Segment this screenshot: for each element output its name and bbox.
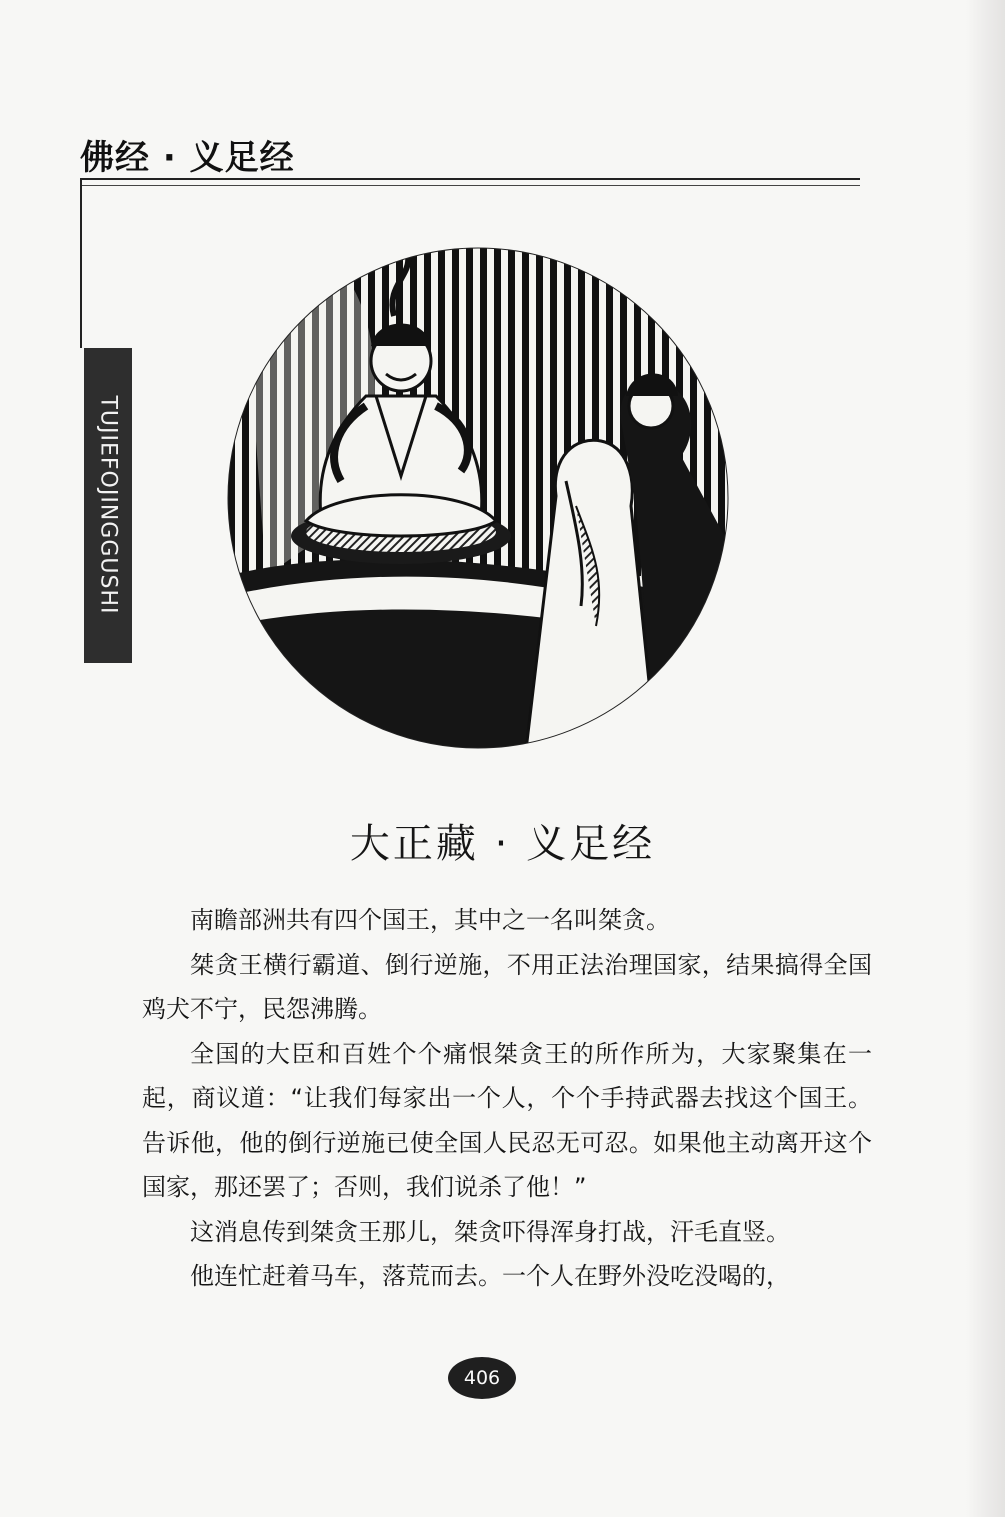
paragraph: 他连忙赶着马车，落荒而去。一个人在野外没吃没喝的， [190, 1262, 790, 1290]
paragraph: 桀贪王横行霸道、倒行逆施，不用正法治理国家，结果搞得全国鸡犬不宁，民怨沸腾。 [142, 950, 872, 1023]
running-header-title: 佛经 · 义足经 [80, 138, 295, 178]
paragraph: 全国的大臣和百姓个个痛恨桀贪王的所作所为，大家聚集在一起，商议道：“让我们每家出一个人，个个手持武器去找这个国王。告诉他，他的倒行逆施已使全国人民忍无可忍。如果他主动离开这个国家，那还罢了；否则，我们说杀了他！” [142, 1039, 872, 1201]
woodcut-illustration [226, 246, 730, 750]
page-number: 406 [448, 1357, 516, 1399]
header-rule-vertical [80, 178, 82, 348]
paragraph: 南瞻部洲共有四个国王，其中之一名叫桀贪。 [190, 906, 670, 934]
header-rule-thin [80, 185, 860, 186]
paragraph: 这消息传到桀贪王那儿，桀贪吓得浑身打战，汗毛直竖。 [190, 1217, 790, 1246]
header-rule [80, 178, 860, 180]
side-tab-label: TUJIEFOJINGGUSHI [95, 395, 121, 615]
body-text [142, 898, 872, 1299]
section-heading: 大正藏 · 义足经 [349, 821, 656, 867]
page-edge-shadow [966, 0, 1005, 1517]
